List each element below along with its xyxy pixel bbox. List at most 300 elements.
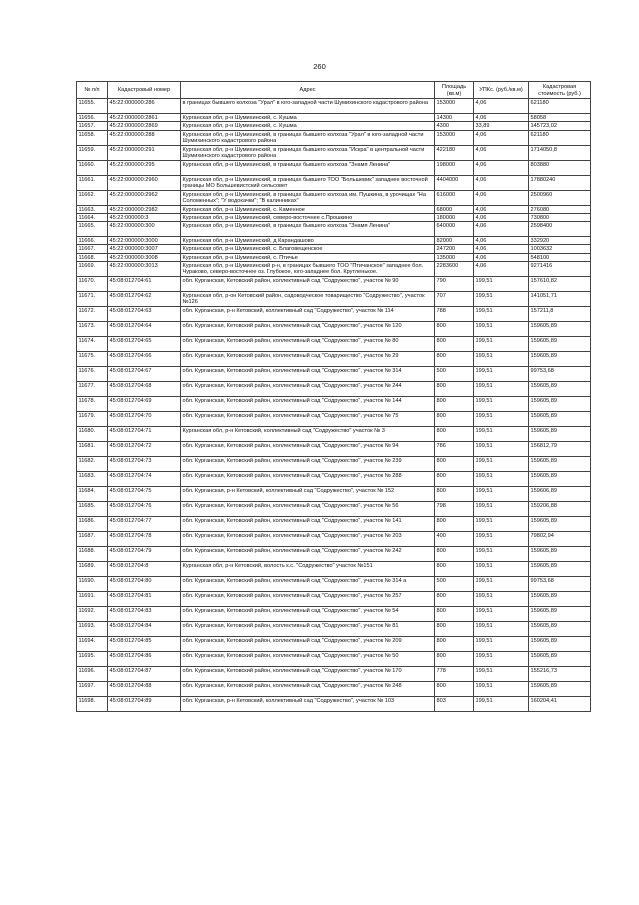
cell-upks: 199,51 [474, 487, 529, 502]
cell-cadastral-number: 45:08:012704:62 [108, 292, 181, 307]
table-row [77, 607, 591, 622]
cell-upks: 199,51 [474, 472, 529, 487]
cell-cadastral-cost: 99753,68 [529, 367, 591, 382]
cell-area: 800 [435, 427, 474, 442]
cell-address: обл. Курганская, Кетовский район, коллективный сад "Содружество", участок № 288 [181, 472, 435, 487]
cell-address: Курганская обл, р-он Кетовский район, садоводческое товарищество "Содружество", участок №126 [181, 292, 435, 307]
cell-cadastral-cost: 159605,89 [529, 457, 591, 472]
cell-address: Курганская обл, р-н Кетовский, коллективный сад "Содружество" участок № 3 [181, 427, 435, 442]
cell-upks: 199,51 [474, 307, 529, 322]
cell-cadastral-cost: 141051,71 [529, 292, 591, 307]
cell-num: 11664. [77, 213, 108, 221]
table-row [77, 622, 591, 637]
cell-cadastral-cost: 159605,89 [529, 397, 591, 412]
cell-upks: 199,51 [474, 442, 529, 457]
cell-cadastral-cost: 159605,89 [529, 682, 591, 697]
cell-area: 800 [435, 337, 474, 352]
cell-num: 11660. [77, 160, 108, 175]
cell-upks: 199,51 [474, 412, 529, 427]
table-row [77, 562, 591, 577]
cell-cadastral-cost: 159605,89 [529, 382, 591, 397]
table-row [77, 130, 591, 145]
cell-num: 11671. [77, 292, 108, 307]
table-row [77, 337, 591, 352]
cell-area: 14300 [435, 114, 474, 122]
cell-cadastral-cost: 159605,89 [529, 652, 591, 667]
cell-cadastral-cost: 159605,89 [529, 562, 591, 577]
cell-cadastral-number: 45:22:000000:2861 [108, 114, 181, 122]
table-row [77, 205, 591, 213]
cell-area: 800 [435, 382, 474, 397]
cell-cadastral-cost: 2500960 [529, 190, 591, 205]
cell-cadastral-cost: 155216,73 [529, 667, 591, 682]
cell-cadastral-number: 45:22:000000:3013 [108, 262, 181, 277]
cell-area: 800 [435, 412, 474, 427]
cell-address: обл. Курганская, Кетовский район, коллективный сад "Содружество", участок № 314 [181, 367, 435, 382]
table-row [77, 175, 591, 190]
cell-upks: 199,51 [474, 352, 529, 367]
cell-upks: 4,06 [474, 205, 529, 213]
cell-cadastral-cost: 803880 [529, 160, 591, 175]
cell-address: Курганская обл, р-н Шумихинский, в границах бывшего ТОО "Большевик" западнее восточной границы МО Большевистский сельсовет [181, 175, 435, 190]
table-row [77, 145, 591, 160]
cell-cadastral-cost: 159605,89 [529, 472, 591, 487]
cell-num: 11656. [77, 114, 108, 122]
cell-cadastral-cost: 276080 [529, 205, 591, 213]
cell-upks: 199,51 [474, 457, 529, 472]
cell-area: 786 [435, 442, 474, 457]
table-header-row [77, 82, 591, 99]
cell-address: обл. Курганская, р-н Кетовский, коллективный сад "Содружество", участок № 114 [181, 307, 435, 322]
cell-cadastral-number: 45:22:000000:291 [108, 145, 181, 160]
cell-cadastral-number: 45:22:000000:2962 [108, 190, 181, 205]
cell-cadastral-number: 45:08:012704:89 [108, 697, 181, 712]
cell-num: 11658. [77, 130, 108, 145]
cell-num: 11667. [77, 245, 108, 253]
cell-cadastral-number: 45:08:012704:72 [108, 442, 181, 457]
cell-area: 707 [435, 292, 474, 307]
cell-address: обл. Курганская, Кетовский район, коллективный сад "Содружество", участок № 257 [181, 592, 435, 607]
cell-cadastral-number: 45:22:000000:2960 [108, 175, 181, 190]
cell-upks: 199,51 [474, 382, 529, 397]
cell-upks: 4,06 [474, 190, 529, 205]
cell-area: 778 [435, 667, 474, 682]
cell-area: 800 [435, 607, 474, 622]
table-row [77, 222, 591, 237]
cell-cadastral-cost: 159605,89 [529, 337, 591, 352]
cell-cadastral-cost: 621180 [529, 130, 591, 145]
cell-cadastral-number: 45:08:012704:8 [108, 562, 181, 577]
table-row [77, 457, 591, 472]
cell-cadastral-cost: 99753,68 [529, 577, 591, 592]
cell-cadastral-cost: 156812,79 [529, 442, 591, 457]
cell-cadastral-cost: 730800 [529, 213, 591, 221]
cell-address: Курганская обл, р-н Шумихинский, в границах бывшего колхоза "Урал" в юго-западной части Шумихинского кадастрового района [181, 130, 435, 145]
cell-upks: 199,51 [474, 367, 529, 382]
cell-address: обл. Курганская, Кетовский район, коллективный сад "Содружество", участок № 314 а [181, 577, 435, 592]
cell-upks: 4,06 [474, 262, 529, 277]
cell-address: обл. Курганская, Кетовский район, коллективный сад "Содружество", участок № 203 [181, 532, 435, 547]
cell-area: 800 [435, 517, 474, 532]
cell-num: 11679. [77, 412, 108, 427]
cell-upks: 4,06 [474, 130, 529, 145]
cell-num: 11666. [77, 237, 108, 245]
cell-num: 11674. [77, 337, 108, 352]
cell-num: 11673. [77, 322, 108, 337]
cell-area: 2283600 [435, 262, 474, 277]
cell-cadastral-cost: 332920 [529, 237, 591, 245]
cell-address: обл. Курганская, Кетовский район, коллективный сад "Содружество", участок № 209 [181, 637, 435, 652]
cell-area: 616000 [435, 190, 474, 205]
table-row [77, 277, 591, 292]
cell-address: обл. Курганская, Кетовский район, коллективный сад "Содружество", участок № 94 [181, 442, 435, 457]
cell-area: 800 [435, 547, 474, 562]
cell-upks: 4,06 [474, 114, 529, 122]
cell-num: 11693. [77, 622, 108, 637]
cell-upks: 199,51 [474, 397, 529, 412]
cell-upks: 199,51 [474, 667, 529, 682]
cell-cadastral-number: 45:08:012704:61 [108, 277, 181, 292]
cell-cadastral-cost: 9271416 [529, 262, 591, 277]
cell-address: обл. Курганская, Кетовский район, коллективный сад "Содружество", участок № 54 [181, 607, 435, 622]
header-num: № п/п [77, 82, 108, 99]
cell-address: Курганская обл, р-н Шумихинский, в границах бывшего колхоза "Знамя Ленина" [181, 160, 435, 175]
table-row [77, 292, 591, 307]
cell-area: 153000 [435, 99, 474, 114]
cell-address: обл. Курганская, Кетовский район, коллективный сад "Содружество", участок № 56 [181, 502, 435, 517]
cell-num: 11695. [77, 652, 108, 667]
cell-num: 11688. [77, 547, 108, 562]
cell-upks: 199,51 [474, 592, 529, 607]
header-upks: УПКс. (руб./кв.м) [474, 82, 529, 99]
cell-num: 11676. [77, 367, 108, 382]
cell-upks: 199,51 [474, 292, 529, 307]
cell-cadastral-number: 45:08:012704:69 [108, 397, 181, 412]
cell-area: 800 [435, 592, 474, 607]
cell-address: Курганская обл, р-н Шумихинский, с. Кушма [181, 122, 435, 130]
cell-num: 11687. [77, 532, 108, 547]
cell-cadastral-cost: 1714050,8 [529, 145, 591, 160]
cell-cadastral-number: 45:08:012704:87 [108, 667, 181, 682]
cell-num: 11669. [77, 262, 108, 277]
cell-cadastral-cost: 159605,89 [529, 352, 591, 367]
cell-area: 500 [435, 367, 474, 382]
cell-num: 11665. [77, 222, 108, 237]
cell-upks: 199,51 [474, 502, 529, 517]
table-row [77, 592, 591, 607]
cell-upks: 199,51 [474, 547, 529, 562]
cell-upks: 4,06 [474, 160, 529, 175]
cell-cadastral-number: 45:08:012704:88 [108, 682, 181, 697]
cell-address: Курганская обл, р-н Шумихинский, с. Птичье [181, 253, 435, 261]
table-row [77, 427, 591, 442]
cell-upks: 4,06 [474, 175, 529, 190]
cell-cadastral-cost: 79802,94 [529, 532, 591, 547]
cell-upks: 199,51 [474, 562, 529, 577]
cell-area: 198000 [435, 160, 474, 175]
cell-upks: 4,06 [474, 222, 529, 237]
cell-cadastral-cost: 159605,89 [529, 412, 591, 427]
header-cadastral-number: Кадастровый номер [108, 82, 181, 99]
cell-address: обл. Курганская, Кетовский район, коллективный сад "Содружество", участок № 242 [181, 547, 435, 562]
cell-address: Курганская обл, р-н Кетовский, волость к.с. "Содружество" участок №151 [181, 562, 435, 577]
cell-cadastral-number: 45:08:012704:80 [108, 577, 181, 592]
cell-cadastral-number: 45:08:012704:85 [108, 637, 181, 652]
cell-cadastral-number: 45:08:012704:75 [108, 487, 181, 502]
cell-upks: 199,51 [474, 697, 529, 712]
cell-area: 800 [435, 457, 474, 472]
cell-address: Курганская обл, р-н Шумихинский, в границах бывшего колхоза "Искра" в центральной части Шумихинского кадастрового района [181, 145, 435, 160]
table-row [77, 160, 591, 175]
cell-upks: 199,51 [474, 607, 529, 622]
cell-num: 11678. [77, 397, 108, 412]
cell-address: Курганская обл, р-н Шумихинский, с. Благовещенское [181, 245, 435, 253]
table-row [77, 577, 591, 592]
cell-num: 11659. [77, 145, 108, 160]
cell-num: 11672. [77, 307, 108, 322]
table-row [77, 122, 591, 130]
cell-num: 11668. [77, 253, 108, 261]
cell-cadastral-cost: 159606,89 [529, 487, 591, 502]
cell-cadastral-number: 45:22:000000:295 [108, 160, 181, 175]
table-row [77, 502, 591, 517]
cell-cadastral-cost: 159605,89 [529, 517, 591, 532]
cell-address: обл. Курганская, Кетовский район, коллективный сад "Содружество", участок № 90 [181, 277, 435, 292]
cell-num: 11680. [77, 427, 108, 442]
cell-cadastral-number: 45:08:012704:84 [108, 622, 181, 637]
cell-area: 800 [435, 322, 474, 337]
cell-upks: 199,51 [474, 337, 529, 352]
cell-address: обл. Курганская, Кетовский район, коллективный сад "Содружество", участок № 141 [181, 517, 435, 532]
cell-address: обл. Курганская, Кетовский район, коллективный сад "Содружество", участок № 29 [181, 352, 435, 367]
cell-num: 11696. [77, 667, 108, 682]
cell-area: 790 [435, 277, 474, 292]
table-row [77, 190, 591, 205]
cell-cadastral-number: 45:22:000000:2869 [108, 122, 181, 130]
cell-cadastral-number: 45:22:000000:3008 [108, 253, 181, 261]
cell-cadastral-cost: 548100 [529, 253, 591, 261]
cell-cadastral-cost: 159605,89 [529, 622, 591, 637]
cell-cadastral-cost: 159605,89 [529, 637, 591, 652]
cell-address: обл. Курганская, Кетовский район, коллективный сад "Содружество", участок № 80 [181, 337, 435, 352]
cell-address: обл. Курганская, Кетовский район, коллективный сад "Содружество", участок № 75 [181, 412, 435, 427]
cell-cadastral-cost: 157610,82 [529, 277, 591, 292]
cell-cadastral-number: 45:22:000000:3000 [108, 237, 181, 245]
cell-address: Курганская обл, р-н Шумихинский, д Карандашово [181, 237, 435, 245]
cell-cadastral-cost: 159206,88 [529, 502, 591, 517]
header-cadastral-cost: Кадастровая стоимость (руб.) [529, 82, 591, 99]
cell-upks: 4,06 [474, 213, 529, 221]
table-row [77, 697, 591, 712]
cell-area: 500 [435, 577, 474, 592]
table-row [77, 532, 591, 547]
header-area: Площадь (кв.м) [435, 82, 474, 99]
cell-cadastral-cost: 159605,89 [529, 322, 591, 337]
cell-upks: 199,51 [474, 622, 529, 637]
cell-cadastral-number: 45:08:012704:64 [108, 322, 181, 337]
cell-address: Курганская обл, р-н Шумихинский, северо-восточнее с.Прошкино [181, 213, 435, 221]
cell-num: 11690. [77, 577, 108, 592]
cell-num: 11661. [77, 175, 108, 190]
cell-upks: 33,89 [474, 122, 529, 130]
cell-address: обл. Курганская, Кетовский район, коллективный сад "Содружество", участок № 120 [181, 322, 435, 337]
cell-area: 800 [435, 472, 474, 487]
cell-cadastral-number: 45:08:012704:79 [108, 547, 181, 562]
cell-num: 11686. [77, 517, 108, 532]
cell-cadastral-cost: 159605,89 [529, 427, 591, 442]
cell-area: 247200 [435, 245, 474, 253]
cell-address: Курганская обл, р-н Шумихинский, с. Каменное [181, 205, 435, 213]
table-row [77, 237, 591, 245]
cell-area: 180000 [435, 213, 474, 221]
cell-cadastral-cost: 1003632 [529, 245, 591, 253]
table-row [77, 397, 591, 412]
cell-cadastral-cost: 17880240 [529, 175, 591, 190]
cell-cadastral-cost: 58058 [529, 114, 591, 122]
cell-cadastral-number: 45:08:012704:66 [108, 352, 181, 367]
cell-cadastral-cost: 145723,02 [529, 122, 591, 130]
cell-area: 4300 [435, 122, 474, 130]
cell-num: 11697. [77, 682, 108, 697]
page-number: 260 [313, 62, 326, 71]
cell-area: 400 [435, 532, 474, 547]
table-row [77, 382, 591, 397]
cell-address: обл. Курганская, Кетовский район, коллективный сад "Содружество", участок № 50 [181, 652, 435, 667]
cell-cadastral-number: 45:22:000000:286 [108, 99, 181, 114]
cell-address: обл. Курганская, Кетовский район, коллективный сад "Содружество", участок № 244 [181, 382, 435, 397]
cell-address: обл. Курганская, Кетовский район, коллективный сад "Содружество", участок № 248 [181, 682, 435, 697]
cell-area: 800 [435, 487, 474, 502]
cell-area: 153000 [435, 130, 474, 145]
cell-cadastral-cost: 157211,8 [529, 307, 591, 322]
table-row [77, 472, 591, 487]
cell-upks: 199,51 [474, 577, 529, 592]
cell-cadastral-number: 45:22:000000:3 [108, 213, 181, 221]
cell-cadastral-number: 45:08:012704:86 [108, 652, 181, 667]
cell-num: 11663. [77, 205, 108, 213]
cell-cadastral-number: 45:08:012704:63 [108, 307, 181, 322]
cell-cadastral-number: 45:08:012704:77 [108, 517, 181, 532]
cell-address: обл. Курганская, Кетовский район, коллективный сад "Содружество", участок № 144 [181, 397, 435, 412]
table-row [77, 114, 591, 122]
cell-num: 11677. [77, 382, 108, 397]
cell-upks: 199,51 [474, 532, 529, 547]
cell-cadastral-number: 45:08:012704:76 [108, 502, 181, 517]
cell-area: 640000 [435, 222, 474, 237]
cell-area: 800 [435, 637, 474, 652]
table-row [77, 99, 591, 114]
table-row [77, 412, 591, 427]
cell-num: 11681. [77, 442, 108, 457]
cell-cadastral-number: 45:08:012704:74 [108, 472, 181, 487]
table-row [77, 517, 591, 532]
cell-upks: 199,51 [474, 682, 529, 697]
cell-upks: 4,06 [474, 253, 529, 261]
cell-num: 11682. [77, 457, 108, 472]
table-row [77, 547, 591, 562]
cell-address: обл. Курганская, Кетовский район, коллективный сад "Содружество", участок № 170 [181, 667, 435, 682]
table-row [77, 682, 591, 697]
cell-area: 803 [435, 697, 474, 712]
cell-cadastral-number: 45:08:012704:73 [108, 457, 181, 472]
cell-cadastral-number: 45:08:012704:78 [108, 532, 181, 547]
table-row [77, 322, 591, 337]
cell-cadastral-cost: 621180 [529, 99, 591, 114]
cell-cadastral-cost: 160204,41 [529, 697, 591, 712]
cell-upks: 199,51 [474, 322, 529, 337]
cell-cadastral-number: 45:08:012704:83 [108, 607, 181, 622]
cell-cadastral-number: 45:08:012704:67 [108, 367, 181, 382]
table-row [77, 442, 591, 457]
cell-address: в границах бывшего колхоза "Урал" в юго-западной части Шумихинского кадастрового района [181, 99, 435, 114]
cell-address: Курганская обл, р-н Шумихинский, в границах бывшего колхоза "Знамя Ленина" [181, 222, 435, 237]
cell-area: 798 [435, 502, 474, 517]
cell-num: 11685. [77, 502, 108, 517]
table-row [77, 262, 591, 277]
cell-cadastral-number: 45:22:000000:300 [108, 222, 181, 237]
cell-cadastral-number: 45:08:012704:71 [108, 427, 181, 442]
cell-upks: 4,06 [474, 145, 529, 160]
cell-num: 11689. [77, 562, 108, 577]
cadastral-table [76, 81, 591, 712]
cell-address: обл. Курганская, Кетовский район, коллективный сад "Содружество", участок № 239 [181, 457, 435, 472]
cell-num: 11655. [77, 99, 108, 114]
cell-area: 800 [435, 622, 474, 637]
cell-address: обл. Курганская, Кетовский район, коллективный сад "Содружество", участок № 81 [181, 622, 435, 637]
cell-area: 800 [435, 562, 474, 577]
table-row [77, 667, 591, 682]
cell-upks: 4,06 [474, 245, 529, 253]
table-row [77, 307, 591, 322]
cell-area: 788 [435, 307, 474, 322]
cell-upks: 199,51 [474, 517, 529, 532]
cell-address: обл. Курганская, р-н Кетовский, коллективный сад "Содружество", участок № 152 [181, 487, 435, 502]
cell-num: 11684. [77, 487, 108, 502]
cell-cadastral-cost: 159605,89 [529, 607, 591, 622]
table-row [77, 367, 591, 382]
cell-num: 11691. [77, 592, 108, 607]
cell-area: 800 [435, 352, 474, 367]
cell-upks: 199,51 [474, 277, 529, 292]
cell-area: 800 [435, 397, 474, 412]
cell-num: 11698. [77, 697, 108, 712]
table-row [77, 245, 591, 253]
cell-area: 4404000 [435, 175, 474, 190]
cell-address: Курганская обл, р-н Шумихинский, в границах бывшего колхоза им. Пушкина, в урочищах "На Соломенных"; "У водокачки"; "В калинниках" [181, 190, 435, 205]
cell-cadastral-number: 45:22:000000:288 [108, 130, 181, 145]
cell-cadastral-number: 45:22:000000:2982 [108, 205, 181, 213]
table-row [77, 352, 591, 367]
cell-cadastral-number: 45:08:012704:65 [108, 337, 181, 352]
cell-area: 422180 [435, 145, 474, 160]
cell-upks: 199,51 [474, 652, 529, 667]
table-row [77, 637, 591, 652]
table-row [77, 487, 591, 502]
cell-num: 11657. [77, 122, 108, 130]
cell-address: Курганская обл, р-н Шумихинский, с. Кушма [181, 114, 435, 122]
cell-cadastral-number: 45:22:000000:3007 [108, 245, 181, 253]
cell-address: обл. Курганская, р-н Кетовский, коллективный сад "Содружество", участок № 103 [181, 697, 435, 712]
table-row [77, 253, 591, 261]
cell-area: 135000 [435, 253, 474, 261]
cell-area: 68000 [435, 205, 474, 213]
cell-cadastral-number: 45:08:012704:70 [108, 412, 181, 427]
cell-area: 800 [435, 682, 474, 697]
cell-cadastral-cost: 159605,89 [529, 592, 591, 607]
cell-num: 11692. [77, 607, 108, 622]
cell-num: 11662. [77, 190, 108, 205]
header-address: Адрес [181, 82, 435, 99]
